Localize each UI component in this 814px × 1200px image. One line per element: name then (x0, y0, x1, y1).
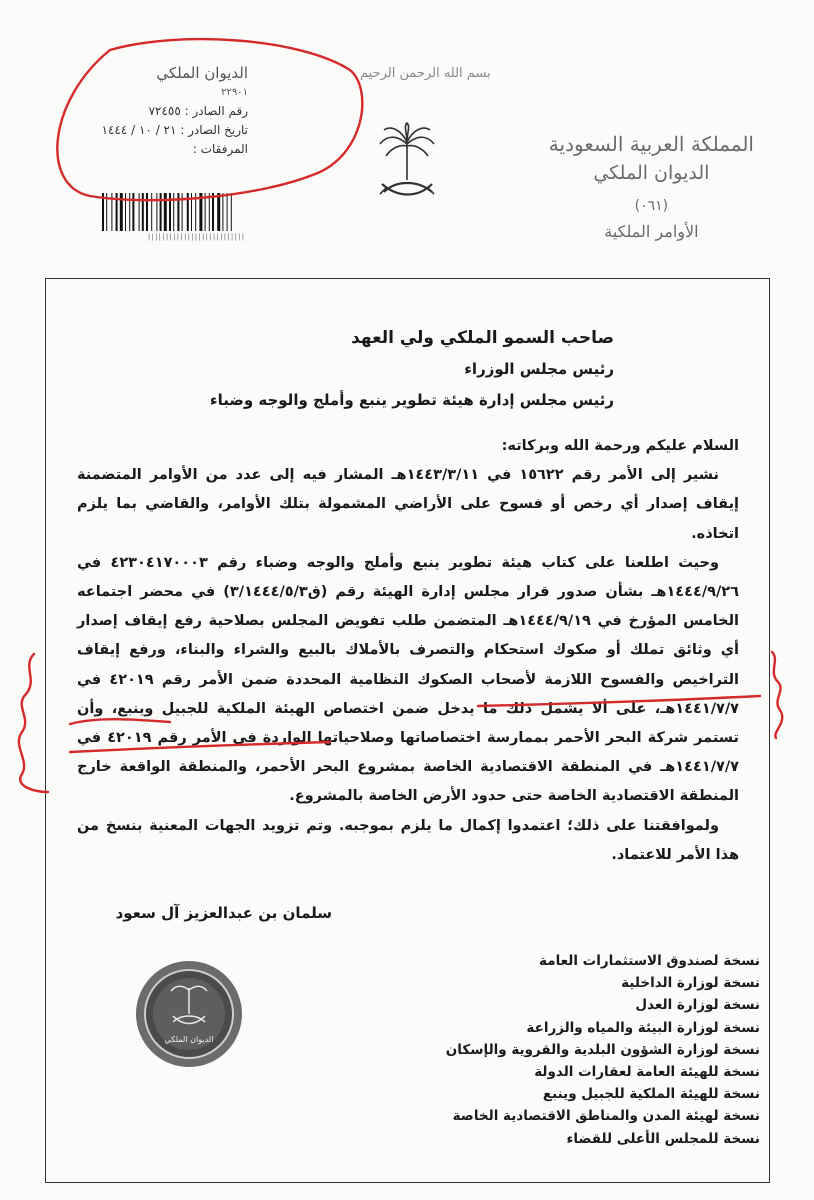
copy-item: نسخة لوزارة الداخلية (621, 975, 760, 992)
barcode-bar (173, 193, 174, 231)
barcode-bar (160, 193, 162, 231)
copy-item: نسخة لوزارة العدل (635, 997, 760, 1014)
barcode-bar (212, 193, 214, 231)
barcode-bar (217, 193, 220, 231)
annotation-bracket-right (772, 652, 782, 738)
barcode-bar (205, 193, 206, 231)
barcode-bar (139, 193, 140, 231)
barcode-bar (209, 193, 210, 231)
outgoing-date: تاريخ الصادر : ٢١ / ١٠ / ١٤٤٤ (101, 123, 248, 137)
kingdom-name: المملكة العربية السعودية (548, 132, 754, 156)
attachments: المرفقات : (192, 142, 248, 156)
copy-item: نسخة للهيئة الملكية للجبيل وينبع (542, 1086, 760, 1103)
barcode-bar (187, 193, 189, 231)
saudi-emblem-icon (376, 122, 438, 208)
barcode-bar (191, 193, 192, 231)
barcode-bar (182, 193, 183, 231)
annotation-bracket-left (19, 654, 48, 792)
barcode-bar (146, 193, 148, 231)
outgoing-number: رقم الصادر : ٧٢٤٥٥ (148, 104, 248, 118)
copy-item: نسخة لوزارة البيئة والمياه والزراعة (526, 1019, 760, 1036)
copies-list (404, 950, 760, 1150)
royal-orders-label: الأوامر الملكية (604, 222, 699, 241)
copy-item: نسخة للهيئة العامة لعقارات الدولة (534, 1064, 760, 1081)
addressee-line-2: رئيس مجلس الوزراء (464, 360, 614, 378)
barcode-bar (111, 193, 112, 231)
barcode-bar (120, 193, 123, 231)
body-paragraph-2: وحيث اطلعنا على كتاب هيئة تطوير ينبع وأملج والوجه وضباء رقم ٤٢٣٠٤١٧٠٠٠٣ في ١٤٤٤/٩/٢٦هـ بشأن صدور قرار مجلس إدارة الهيئة رقم (ق٣/١٤٤٤/٥/٣) في محضر اجتماعه الخامس المؤرخ في ١٤٤٤/٩/١٩هـ المتضمن طلب تفويض المجلس بصلاحية رفع إيقاف إصدار أي وثائق تملك أو صكوك استحكام والتصرف بالأملاك بالبيع والشراء والبناء، ورفع إيقاف التراخيص والفسوح اللازمة لأصحاب الصكوك النظامية المحددة ضمن الأمر رقم ٤٢٠١٩ في ١٤٤١/٧/٧هـ، على ألا يشمل ذلك ما يدخل ضمن اختصاص الهيئة الملكية للجبيل وينبع، وأن تستمر شركة البحر الأحمر بممارسة اختصاصاتها وصلاحياتها الواردة في الأمر رقم ٤٢٠١٩ في ١٤٤١/٧/٧هـ في المنطقة الاقتصادية الخاصة بمشروع البحر الأحمر، والمنطقة الواقعة خارج المنطقة الاقتصادية الخاصة حتى حدود الأرض الخاصة بالمشروع. (77, 554, 739, 805)
addressee-line-1: صاحب السمو الملكي ولي العهد (351, 328, 614, 348)
greeting: السلام عليكم ورحمة الله وبركاته: (501, 438, 739, 454)
body-paragraph-1: نشير إلى الأمر رقم ١٥٦٢٢ في ١٤٤٣/٣/١١هـ المشار فيه إلى عدد من الأوامر المتضمنة إيقاف إصدار أي رخص أو فسوح على الأراضي المشمولة بتلك الأوامر، والقاضي بما يلزم اتخاذه. (77, 467, 739, 542)
barcode (100, 193, 292, 241)
basmala: بسم الله الرحمن الرحيم (360, 66, 491, 81)
barcode-bar (199, 193, 202, 231)
letterhead (549, 132, 754, 241)
barcode-bar (116, 193, 118, 231)
barcode-bar (125, 193, 126, 231)
letter-body (77, 432, 739, 870)
copy-item: نسخة لهيئة المدن والمناطق الاقتصادية الخاصة (452, 1108, 760, 1125)
barcode-bar (231, 193, 232, 231)
copy-item: نسخة للمجلس الأعلى للقضاء (566, 1130, 760, 1147)
barcode-bar (156, 193, 157, 231)
barcode-bar (222, 193, 223, 231)
barcode-bar (195, 193, 196, 231)
royal-court-seal (133, 958, 245, 1070)
barcode-bar (106, 193, 107, 231)
seal-text: الديوان الملكي (164, 1035, 214, 1044)
signature-name: سلمان بن عبدالعزيز آل سعود (115, 904, 332, 922)
barcode-bar (129, 193, 130, 231)
royal-court-name: الديوان الملكي (593, 162, 710, 184)
barcode-bar (177, 193, 179, 231)
copy-item: نسخة لوزارة الشؤون البلدية والقروية والإسكان (445, 1041, 760, 1058)
barcode-bar (169, 193, 171, 231)
barcode-bar (142, 193, 144, 231)
document-metadata (101, 64, 248, 159)
reference-number: ٢٢٩٠١ (221, 87, 248, 98)
addressee-block (174, 323, 614, 416)
barcode-bar (227, 193, 228, 231)
svg-text:│││││││││││││││││││││││││││: │││││││││││││││││││││││││││ (147, 234, 245, 241)
body-paragraph-3: ولموافقتنا على ذلك؛ اعتمدوا إكمال ما يلزم بموجبه. وتم تزويد الجهات المعنية بنسخ من هذا الأمر للاعتماد. (77, 817, 739, 863)
barcode-bar (102, 193, 104, 231)
letterhead-code: (٠٦١) (634, 198, 669, 214)
barcode-bars (102, 193, 232, 231)
addressee-line-3: رئيس مجلس إدارة هيئة تطوير ينبع وأملج والوجه وضباء (209, 391, 614, 409)
barcode-bar (151, 193, 152, 231)
barcode-bar (164, 193, 167, 231)
copy-item: نسخة لصندوق الاستثمارات العامة (539, 953, 760, 969)
barcode-bar (132, 193, 134, 231)
diwan-small-title: الديوان الملكي (156, 64, 248, 82)
